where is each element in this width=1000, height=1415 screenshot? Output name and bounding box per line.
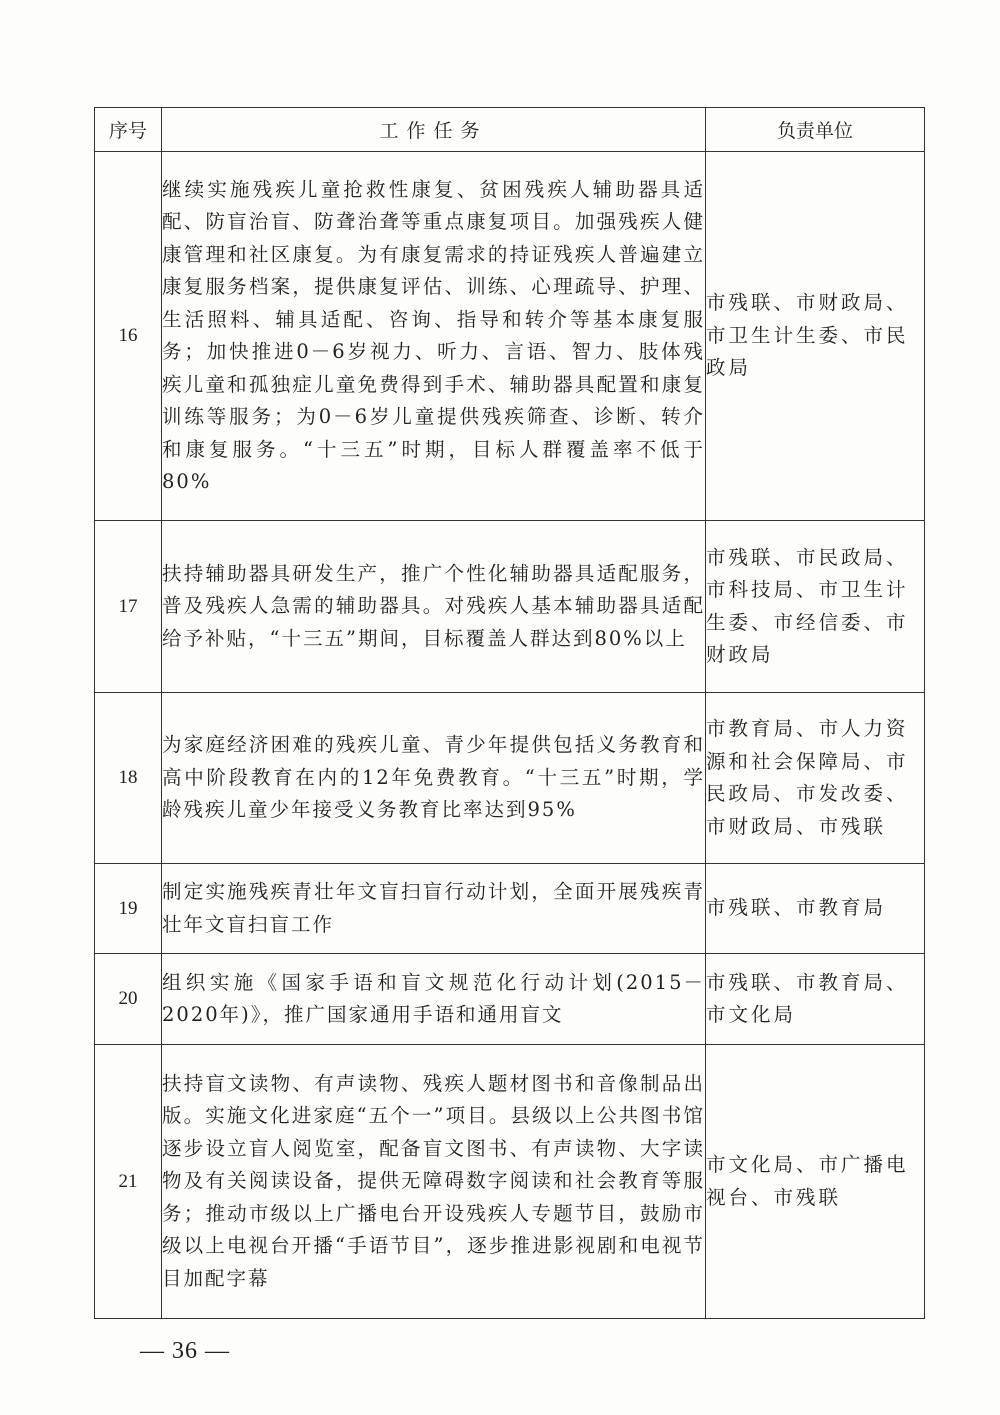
- table-row: [95, 1045, 925, 1319]
- table-row: [95, 521, 925, 693]
- row-unit: 市残联、市民政局、市科技局、市卫生计生委、市经信委、市财政局: [706, 521, 925, 693]
- table-header-row: [95, 108, 925, 152]
- row-number: 17: [95, 521, 162, 693]
- row-unit: 市教育局、市人力资源和社会保障局、市民政局、市发改委、市财政局、市残联: [706, 693, 925, 864]
- header-number: 序号: [95, 108, 162, 152]
- task-table: [94, 107, 925, 1319]
- table-row: [95, 864, 925, 954]
- row-unit: 市残联、市财政局、市卫生计生委、市民政局: [706, 152, 925, 521]
- row-task: 为家庭经济困难的残疾儿童、青少年提供包括义务教育和高中阶段教育在内的12年免费教育。“十三五”时期，学龄残疾儿童少年接受义务教育比率达到95%: [162, 693, 706, 864]
- row-task: 制定实施残疾青壮年文盲扫盲行动计划，全面开展残疾青壮年文盲扫盲工作: [162, 864, 706, 954]
- row-task: 扶持盲文读物、有声读物、残疾人题材图书和音像制品出版。实施文化进家庭“五个一”项目。县级以上公共图书馆逐步设立盲人阅览室，配备盲文图书、有声读物、大字读物及有关阅读设备，提供无障碍数字阅读和社会教育等服务；推动市级以上广播电台开设残疾人专题节目，鼓励市级以上电视台开播“手语节目”，逐步推进影视剧和电视节目加配字幕: [162, 1045, 706, 1319]
- row-number: 21: [95, 1045, 162, 1319]
- header-task: 工作任务: [162, 108, 706, 152]
- row-number: 16: [95, 152, 162, 521]
- row-task: 继续实施残疾儿童抢救性康复、贫困残疾人辅助器具适配、防盲治盲、防聋治聋等重点康复项目。加强残疾人健康管理和社区康复。为有康复需求的持证残疾人普遍建立康复服务档案，提供康复评估、训练、心理疏导、护理、生活照料、辅具适配、咨询、指导和转介等基本康复服务；加快推进0－6岁视力、听力、言语、智力、肢体残疾儿童和孤独症儿童免费得到手术、辅助器具配置和康复训练等服务；为0－6岁儿童提供残疾筛查、诊断、转介和康复服务。“十三五”时期，目标人群覆盖率不低于80%: [162, 152, 706, 521]
- row-number: 19: [95, 864, 162, 954]
- header-unit: 负责单位: [706, 108, 925, 152]
- row-number: 20: [95, 954, 162, 1045]
- page-number: — 36 —: [140, 1338, 230, 1364]
- row-unit: 市文化局、市广播电视台、市残联: [706, 1045, 925, 1319]
- table-row: [95, 954, 925, 1045]
- row-unit: 市残联、市教育局、市文化局: [706, 954, 925, 1045]
- row-number: 18: [95, 693, 162, 864]
- row-unit: 市残联、市教育局: [706, 864, 925, 954]
- row-task: 扶持辅助器具研发生产，推广个性化辅助器具适配服务，普及残疾人急需的辅助器具。对残疾人基本辅助器具适配给予补贴，“十三五”期间，目标覆盖人群达到80%以上: [162, 521, 706, 693]
- row-task: 组织实施《国家手语和盲文规范化行动计划(2015－2020年)》，推广国家通用手语和通用盲文: [162, 954, 706, 1045]
- table-row: [95, 152, 925, 521]
- table-row: [95, 693, 925, 864]
